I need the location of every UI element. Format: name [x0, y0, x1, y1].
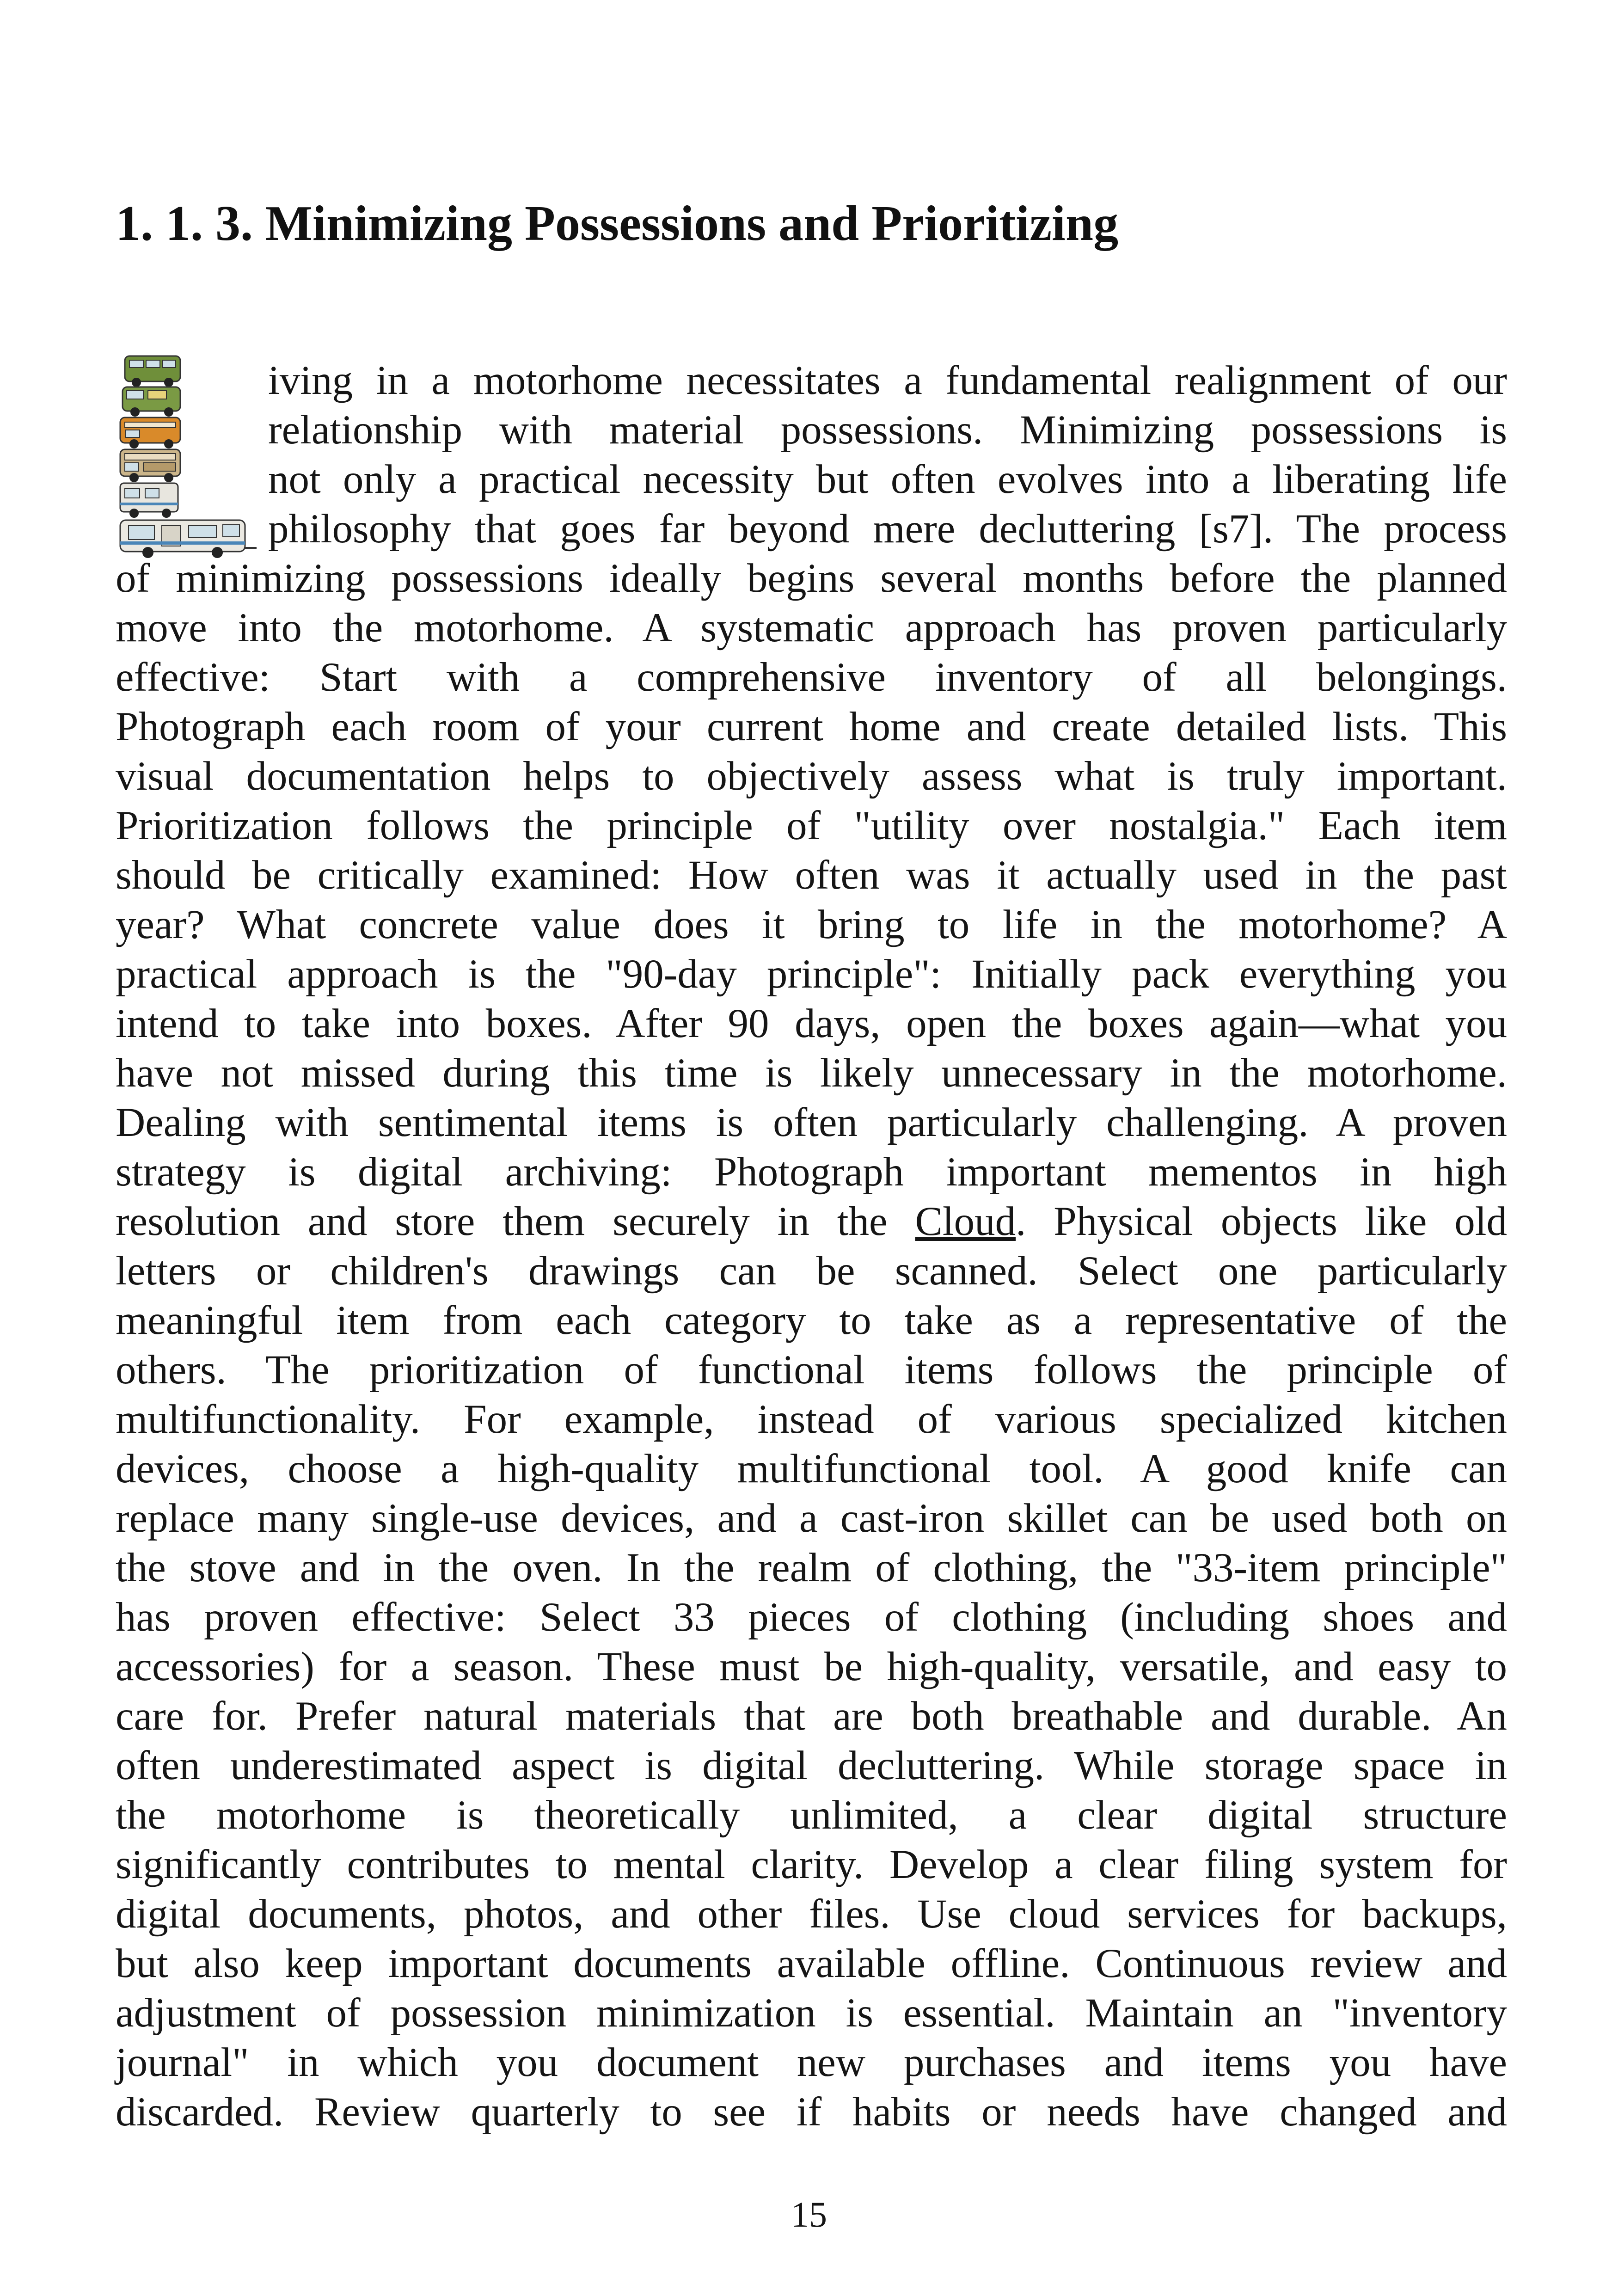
text-line: Prioritization follows the principle of "utility over nostalgia." Each item [116, 803, 1507, 848]
text-line: but also keep important documents available offline. Continuous review and [116, 1941, 1507, 1986]
text-fragment: . Physical objects like old [1016, 1199, 1507, 1244]
text-line: move into the motorhome. A systematic approach has proven particularly [116, 605, 1507, 651]
text-line: effective: Start with a comprehensive inventory of all belongings. [116, 655, 1507, 700]
text-line: iving in a motorhome necessitates a fundamental realignment of our [268, 358, 1507, 403]
text-line: journal" in which you document new purchases and items you have [116, 2040, 1507, 2085]
section-heading: 1. 1. 3. Minimizing Possessions and Prioritizing [116, 196, 1119, 251]
text-line: Photograph each room of your current home and create detailed lists. This [116, 704, 1507, 749]
text-line: the motorhome is theoretically unlimited, a clear digital structure [116, 1793, 1507, 1838]
text-line: have not missed during this time is likely unnecessary in the motorhome. [116, 1050, 1507, 1096]
text-line: has proven effective: Select 33 pieces of clothing (including shoes and [116, 1595, 1507, 1640]
text-line: accessories) for a season. These must be high-quality, versatile, and easy to [116, 1644, 1507, 1689]
text-fragment: resolution and store them securely in the [116, 1199, 915, 1244]
text-line: replace many single-use devices, and a cast-iron skillet can be used both on [116, 1496, 1507, 1541]
text-line-with-link [116, 1197, 1507, 1246]
text-line: adjustment of possession minimization is essential. Maintain an "inventory [116, 1990, 1507, 2036]
text-line: relationship with material possessions. Minimizing possessions is [268, 407, 1507, 453]
text-line: of minimizing possessions ideally begins several months before the planned [116, 556, 1507, 601]
page-number: 15 [791, 2194, 827, 2235]
text-line: the stove and in the oven. In the realm of clothing, the "33-item principle" [116, 1545, 1507, 1590]
text-line: often underestimated aspect is digital decluttering. While storage space in [116, 1743, 1507, 1788]
body-paragraph [116, 356, 1507, 2137]
text-line: digital documents, photos, and other files. Use cloud services for backups, [116, 1891, 1507, 1937]
text-line: significantly contributes to mental clarity. Develop a clear filing system for [116, 1842, 1507, 1887]
text-line: devices, choose a high-quality multifunctional tool. A good knife can [116, 1446, 1507, 1492]
text-line: philosophy that goes far beyond mere decluttering [s7]. The process [268, 506, 1507, 552]
text-line: should be critically examined: How often was it actually used in the past [116, 853, 1507, 898]
text-line: visual documentation helps to objectively assess what is truly important. [116, 754, 1507, 799]
text-line: multifunctionality. For example, instead of various specialized kitchen [116, 1397, 1507, 1442]
text-line: discarded. Review quarterly to see if habits or needs have changed and [116, 2089, 1507, 2135]
cloud-link[interactable]: Cloud [915, 1199, 1016, 1244]
text-line: meaningful item from each category to take as a representative of the [116, 1298, 1507, 1343]
text-line: not only a practical necessity but often evolves into a liberating life [268, 457, 1507, 502]
text-line: strategy is digital archiving: Photograph important mementos in high [116, 1149, 1507, 1195]
text-line: others. The prioritization of functional items follows the principle of [116, 1347, 1507, 1393]
text-line: letters or children's drawings can be scanned. Select one particularly [116, 1248, 1507, 1294]
text-line: year? What concrete value does it bring to life in the motorhome? A [116, 902, 1507, 947]
text-line: care for. Prefer natural materials that are both breathable and durable. An [116, 1694, 1507, 1739]
text-line: practical approach is the "90-day principle": Initially pack everything you [116, 952, 1507, 997]
text-line: Dealing with sentimental items is often particularly challenging. A proven [116, 1100, 1507, 1145]
text-line: intend to take into boxes. After 90 days, open the boxes again—what you [116, 1001, 1507, 1046]
